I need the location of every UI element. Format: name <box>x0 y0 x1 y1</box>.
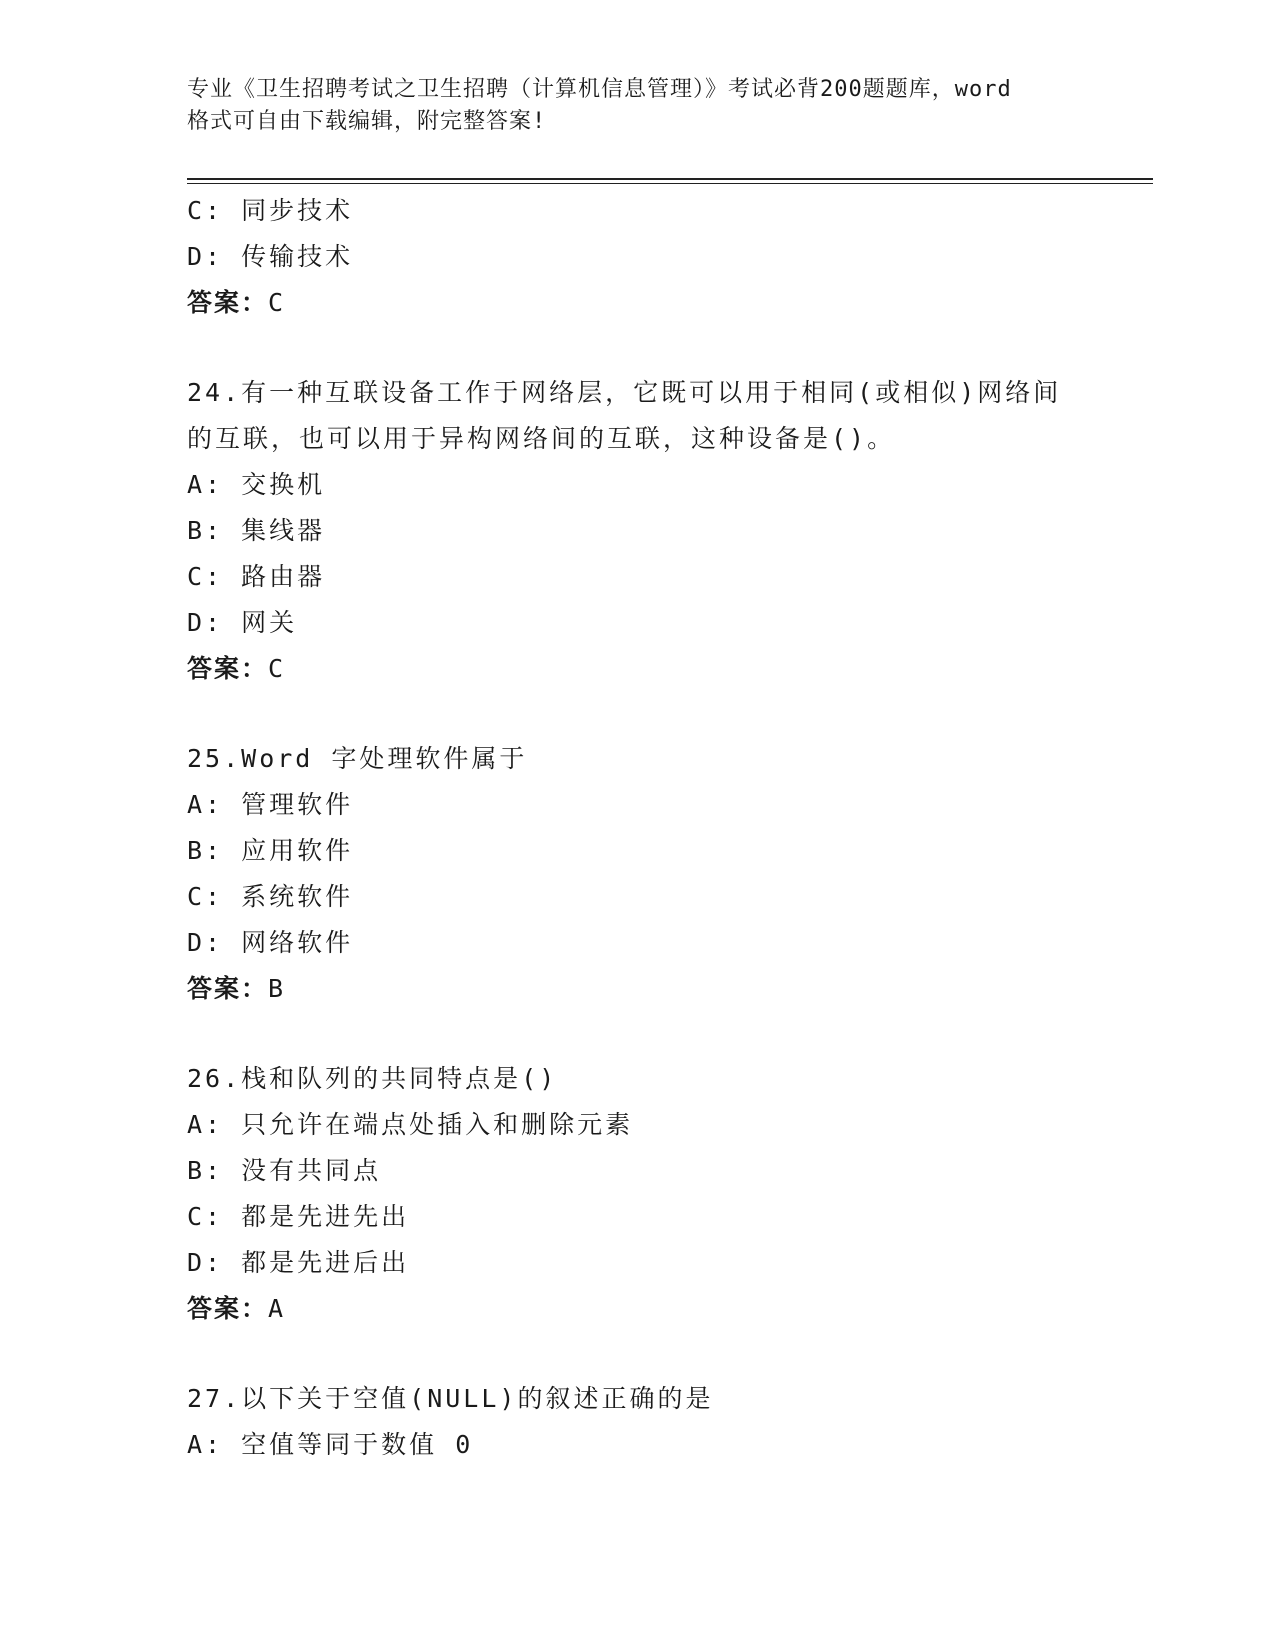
question-24 <box>187 370 1137 692</box>
option-letter: B: <box>187 516 224 545</box>
option-letter: A: <box>187 470 224 499</box>
option-letter: C: <box>187 882 224 911</box>
option-letter: B: <box>187 1156 224 1185</box>
option-text: 没有共同点 <box>241 1156 382 1185</box>
option-c <box>187 1194 1137 1240</box>
option-text: 只允许在端点处插入和删除元素 <box>241 1110 634 1139</box>
option-letter: D: <box>187 242 224 271</box>
option-a <box>187 782 1137 828</box>
option-text: 路由器 <box>241 562 326 591</box>
question-25 <box>187 736 1137 1012</box>
option-text: 系统软件 <box>241 882 354 911</box>
question-26 <box>187 1056 1137 1332</box>
option-text: 同步技术 <box>241 196 354 225</box>
option-text: 应用软件 <box>241 836 354 865</box>
answer-value: B <box>268 974 286 1003</box>
option-letter: C: <box>187 562 224 591</box>
option-letter: D: <box>187 928 224 957</box>
header-divider-thin <box>187 183 1153 184</box>
question-stem-line: 的互联，也可以用于异构网络间的互联，这种设备是()。 <box>187 424 896 453</box>
question-stem-line: 24.有一种互联设备工作于网络层，它既可以用于相同(或相似)网络间 <box>187 378 1062 407</box>
option-c <box>187 554 1137 600</box>
option-letter: A: <box>187 1430 224 1459</box>
option-text: 都是先进后出 <box>241 1248 410 1277</box>
answer-line <box>187 280 1137 326</box>
option-b <box>187 828 1137 874</box>
option-d <box>187 1240 1137 1286</box>
option-letter: A: <box>187 790 224 819</box>
option-letter: C: <box>187 196 224 225</box>
option-text: 都是先进先出 <box>241 1202 410 1231</box>
option-text: 传输技术 <box>241 242 354 271</box>
answer-line <box>187 966 1137 1012</box>
option-c <box>187 188 1137 234</box>
answer-label: 答案： <box>187 288 269 317</box>
answer-label: 答案： <box>187 1294 269 1323</box>
option-d <box>187 920 1137 966</box>
option-letter: D: <box>187 608 224 637</box>
option-letter: B: <box>187 836 224 865</box>
option-b <box>187 1148 1137 1194</box>
question-27 <box>187 1376 1137 1468</box>
option-a <box>187 1102 1137 1148</box>
option-text: 集线器 <box>241 516 326 545</box>
option-letter: C: <box>187 1202 224 1231</box>
question-list <box>187 188 1137 1468</box>
option-a <box>187 1422 1137 1468</box>
answer-label: 答案： <box>187 654 269 683</box>
option-text: 交换机 <box>241 470 326 499</box>
document-header <box>187 74 1087 138</box>
header-divider-thick <box>187 178 1153 180</box>
question-23-partial <box>187 188 1137 326</box>
answer-label: 答案： <box>187 974 269 1003</box>
answer-line <box>187 646 1137 692</box>
option-c <box>187 874 1137 920</box>
answer-value: C <box>268 654 286 683</box>
question-stem-line: 27.以下关于空值(NULL)的叙述正确的是 <box>187 1384 714 1413</box>
answer-value: A <box>268 1294 286 1323</box>
option-text: 网络软件 <box>241 928 354 957</box>
question-stem-line: 25.Word 字处理软件属于 <box>187 744 528 773</box>
option-letter: D: <box>187 1248 224 1277</box>
header-line-1: 专业《卫生招聘考试之卫生招聘（计算机信息管理）》考试必背200题题库，word <box>187 77 1012 102</box>
option-text: 管理软件 <box>241 790 354 819</box>
option-text: 网关 <box>241 608 298 637</box>
option-d <box>187 234 1137 280</box>
question-stem-line: 26.栈和队列的共同特点是() <box>187 1064 558 1093</box>
answer-line <box>187 1286 1137 1332</box>
option-b <box>187 508 1137 554</box>
option-text: 空值等同于数值 0 <box>241 1430 474 1459</box>
option-letter: A: <box>187 1110 224 1139</box>
option-a <box>187 462 1137 508</box>
header-line-2: 格式可自由下载编辑，附完整答案! <box>187 109 547 134</box>
answer-value: C <box>268 288 286 317</box>
option-d <box>187 600 1137 646</box>
